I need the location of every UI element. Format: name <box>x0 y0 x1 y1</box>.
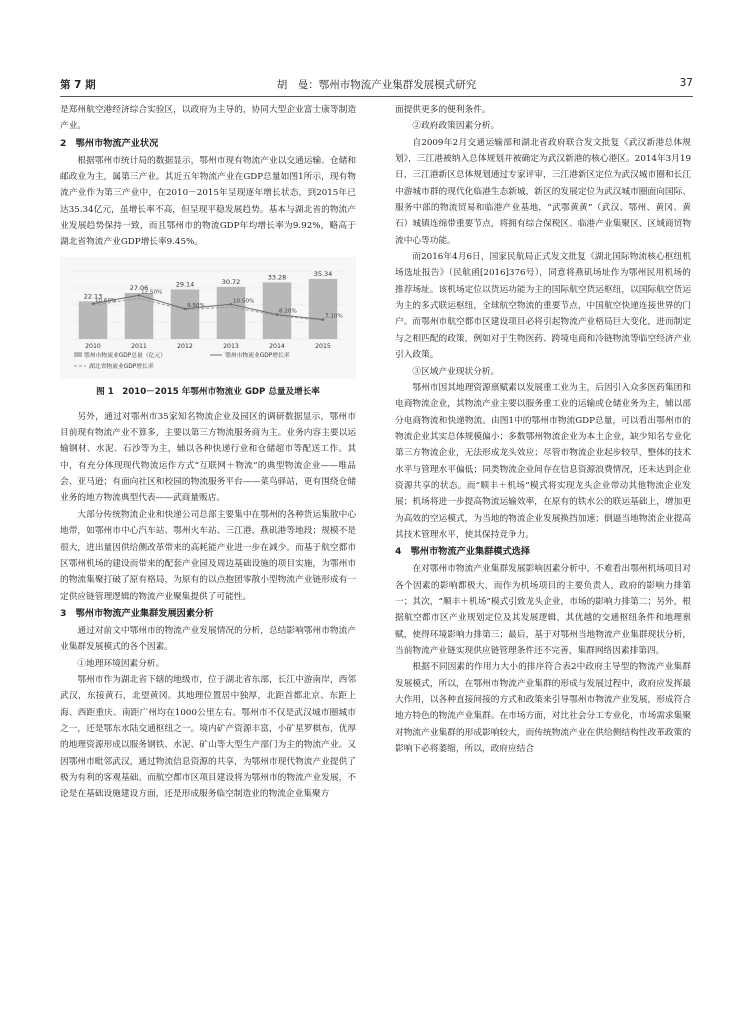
issue-number: 第 7 期 <box>60 79 96 91</box>
paragraph: 通过对前文中鄂州市的物流产业发展情况的分析，总结影响鄂州市物流产业集群发展模式的各个因素。 <box>60 625 356 653</box>
subsection-label: ③区域产业现状分析。 <box>412 366 500 377</box>
running-title: 胡 曼：鄂州市物流产业集群发展模式研究 <box>276 79 477 91</box>
chart-svg <box>60 257 356 379</box>
figure-1-chart <box>60 257 356 379</box>
bar <box>79 301 108 339</box>
line-point <box>322 318 325 321</box>
x-tick-label: 2011 <box>131 342 147 350</box>
line-point <box>92 302 95 305</box>
line-point <box>184 307 187 310</box>
page-number: 37 <box>679 77 693 89</box>
line-point <box>138 294 141 297</box>
running-header <box>60 77 693 95</box>
paragraph: 而2016年4月6日，国家民航局正式发文批复《湖北国际物流核心枢纽机场选址报告》（民航函[2016]376号），同意将燕矶场址作为鄂州民用机场的推荐场址。该机场定位以货运功能为主的国际航空货运枢纽，以国际航空货运为主的多式联运枢纽，全球航空物流的重要节点，中国航空快递连接世界的门户。而鄂州市航空都市区建设项目必将引起物流产业格局巨大变化，进而制定与之相匹配的政策，例如对于生物医药、跨境电商和冷链物流等临空经济产业引入政策。 <box>395 252 691 361</box>
paragraph: 面提供更多的便利条件。 <box>395 105 491 115</box>
section-heading-4: 4 鄂州市物流产业集群模式选择 <box>395 546 531 558</box>
header-rule <box>60 96 693 97</box>
bar <box>309 279 338 339</box>
paragraph: 鄂州市作为湖北省下辖的地级市，位于湖北省东部，长江中游南岸，西邻武汉，东接黄石，北望黄冈。其地理位置居中独厚，北距首都北京、东距上海、西距重庆、南距广州均在1000公里左右。鄂州市不仅是武汉城市圈城市之一，还是鄂东水陆交通枢纽之一。境内矿产资源丰富，小矿星罗棋布，优厚的地理资源形成以服务钢铁、水泥、矿山等大型生产部门为主的物流产业。又因鄂州市毗邻武汉，通过物流信息资源的共享，为鄂州市现代物流产业提供了极为有利的客观基础。而航空都市区项目建设将为鄂州市的物流产业发展，不论是在基础设施建设方面，还是形成服务临空制造业的物流企业集聚方 <box>60 674 356 800</box>
legend-label: 鄂州市物流业GDP增长率 <box>225 352 290 359</box>
line-point <box>230 303 233 306</box>
line-value-label: 7.10% <box>325 313 343 320</box>
bar-value-label: 33.28 <box>267 273 287 282</box>
x-tick-label: 2010 <box>85 342 101 350</box>
section-heading-2: 2 鄂州市物流产业状况 <box>60 137 159 149</box>
bar <box>171 289 200 339</box>
bar-value-label: 22.13 <box>83 292 103 301</box>
line-value-label: 12.50% <box>141 289 163 295</box>
bar-value-label: 27.06 <box>129 283 149 292</box>
line-value-label: 10.60% <box>95 297 117 304</box>
subsection-label: ②政府政策因素分析。 <box>412 121 500 132</box>
legend-swatch-bar <box>74 352 82 357</box>
bar-value-label: 35.34 <box>313 269 333 278</box>
section-heading-3: 3 鄂州市物流产业集群发展因素分析 <box>60 607 214 619</box>
legend-label: 湖北省物流业GDP增长率 <box>89 363 154 370</box>
subsection-label: ①地理环境因素分析。 <box>77 658 165 669</box>
paragraph: 是郑州航空港经济综合实验区，以政府为主导的，协同大型企业富士康等制造产业。 <box>60 105 356 132</box>
figure-caption: 图 1 2010－2015 年鄂州市物流业 GDP 总量及增长率 <box>96 386 320 397</box>
bar-value-label: 29.14 <box>175 280 195 289</box>
bar-value-label: 30.72 <box>221 277 241 286</box>
bar <box>217 287 246 339</box>
line-point <box>276 313 279 316</box>
x-tick-label: 2013 <box>223 342 239 350</box>
paragraph: 另外，通过对鄂州市35家知名物流企业及园区的调研数据显示，鄂州市目前现有物流产业不算多，主要以第三方物流服务商为主。业务内容主要以运输钢材、水泥、石沙等为主，辅以各种快递行业和仓储超市等配送工作。其中，有充分体现现代物流运作方式“互联网＋物流”的典型物流企业——唯品会、亚马逊；有面向社区和校园的物流服务平台——菜鸟驿站，更有围绕仓储业务的地方物流典型代表——武商量贩店。 <box>60 411 356 504</box>
paragraph: 大部分传统物流企业和快递公司总部主要集中在鄂州的各种货运集散中心地带，如鄂州市中心汽车站、鄂州火车站、三江港、燕矶港等地段；规模不是很大，进出量因供给侧改革带来的高耗能产业进一步在减少。而基于航空都市区鄂州机场的建设而带来的配套产业园及周边基础设施的项目实施，为鄂州市的物流集聚打破了原有格局，为原有的以点抱团零散小型物流产业链形成有一定供应链管理逻辑的物流产业聚集提供了可能性。 <box>60 509 356 602</box>
line-value-label: 9.50% <box>187 302 205 309</box>
paragraph: 根据鄂州市统计局的数据显示，鄂州市现有物流产业以交通运输、仓储和邮政业为主，属第三产业。其近五年物流产业在GDP总量如图1所示，现有物流产业作为第三产业中，在2010－2015年呈现逐年增长状态，到2015年已达35.34亿元，虽增长率不高，但呈现平稳发展趋势。基本与湖北省的物流产业发展趋势保持一致，而且鄂州市的物流GDP年均增长率为9.92%，略高于湖北省物流产业GDP增长率9.45%。 <box>60 155 356 248</box>
paragraph: 自2009年2月交通运输部和湖北省政府联合发文批复《武汉新港总体规划》，三江港被纳入总体规划并被确定为武汉新港的核心港区。2014年3月19日，三江港新区总体规划通过专家评审，三江港新区定位为武汉城市圈和长江中游城市群的现代化临港生态新城，新区的发展定位为武汉城市圈面向国际、服务中部的物流贸易和临港产业基地，“武鄂黄黄”（武汉、鄂州、黄冈、黄石）城镇连绵带重要节点，将拥有综合保税区、临港产业集聚区、区域商贸物流中心等功能。 <box>395 137 691 246</box>
x-tick-label: 2012 <box>177 342 193 350</box>
paragraph: 在对鄂州市物流产业集群发展影响因素分析中，不难看出鄂州机场项目对各个因素的影响都极大，而作为机场项目的主要负责人，政府的影响力排第一；其次，“顺丰＋机场”模式引致龙头企业，市场的影响力排第二；另外，根据航空都市区产业规划定位及其发展逻辑，其优越的交通枢纽条件和地理禀赋，使得环境影响力排第三；最后，基于对鄂州当地物流产业集群现状分析，当前物流产业链实现供应链管理条件还不完善，集群网络因素排第四。 <box>395 564 691 656</box>
x-tick-label: 2015 <box>315 342 331 350</box>
left-column <box>60 102 356 803</box>
paragraph: 鄂州市因其地理资源禀赋素以发展重工业为主，后因引入众多医药集团和电商物流企业，其物流产业主要以服务重工业的运输或仓储业务为主，辅以部分电商物流和快递物流。由图1中的鄂州市物流GDP总量，可以看出鄂州市的物流企业其实总体规模偏小；多数鄂州物流企业为本土企业，缺少知名专业化第三方物流企业，无法形成龙头效应；尽管市物流企业起步较早，整体的技术水平与管理水平偏低；同类物流企业间存在信息资源浪费情况，还未达到企业资源共享的状态。而“顺丰＋机场”模式将实现龙头企业带动其他物流企业发展；机场将进一步提高物流运输效率，在原有的铁水公的联运基础上，增加更为高效的空运模式，为当地的物流企业发展换挡加速；倒逼当地物流企业提高其技术管理水平，使其保持竞争力。 <box>395 382 691 540</box>
x-tick-label: 2014 <box>269 342 285 350</box>
right-column <box>395 102 691 757</box>
line-value-label: 8.20% <box>279 308 297 315</box>
line-value-label: 10.50% <box>233 298 255 304</box>
legend-label: 鄂州市物流业GDP总量（亿元） <box>84 352 167 359</box>
paragraph: 根据不同因素的作用力大小的排序符合表2中政府主导型的物流产业集群发展模式，所以，在鄂州市物流产业集群的形成与发展过程中，政府应发挥最大作用，以各种直接间接的方式和政策来引导鄂州市物流产业发展，形成符合地方特色的物流产业集群。在市场方面，对比社会分工专业化，市场需求集聚对物流产业集群的形成影响较大，而传统物流产业在供给侧结构性改革政策的影响下必将萎缩，所以，政府应结合 <box>395 662 691 755</box>
